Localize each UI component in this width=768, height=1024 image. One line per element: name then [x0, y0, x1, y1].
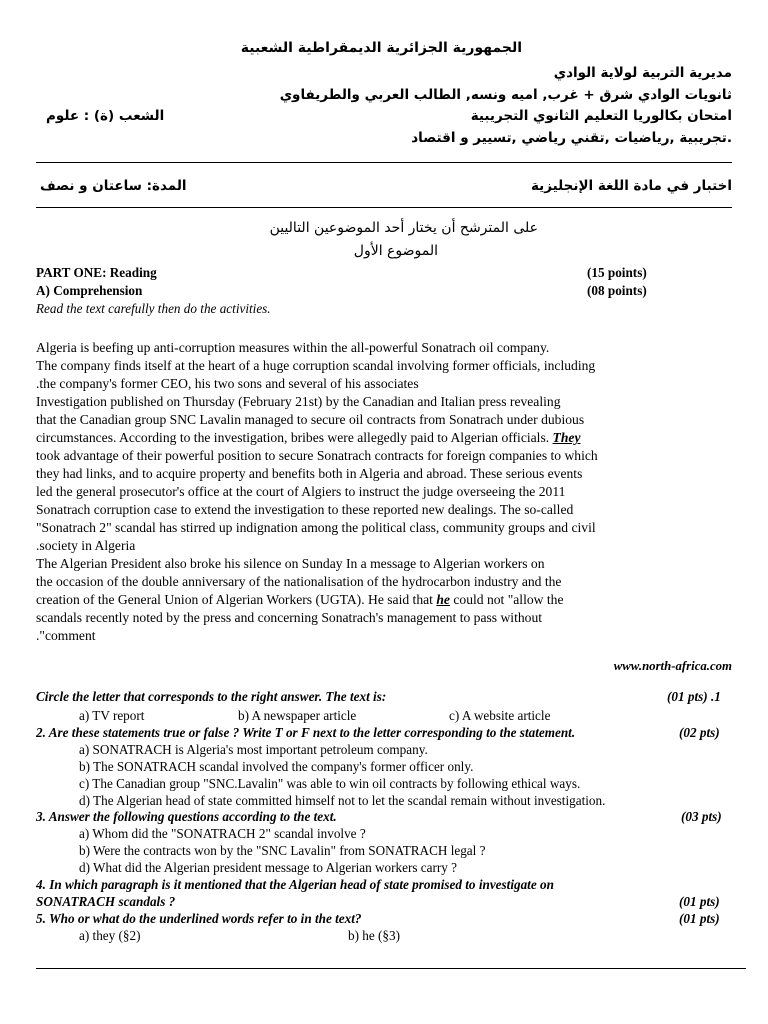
- q4-line2: SONATRACH scandals ?: [36, 894, 176, 909]
- passage-text: circumstances. According to the investigation, bribes were allegedly paid to Algerian officials.: [36, 430, 550, 445]
- q1-points: (01 pts) .1: [667, 689, 721, 704]
- exam-line: امتحان بكالوريا التعليم الثانوي التجريبية: [470, 108, 732, 124]
- q3-text: Answer the following questions according to the text.: [48, 809, 337, 824]
- streams-line: .تجريبية ,رياضيات ,تقني رياضي ,تسيير و اقتصاد: [411, 130, 732, 146]
- passage-line: .the company's former CEO, his two sons and several of his associates: [36, 376, 419, 391]
- q5-option-a: a) they (§2): [79, 928, 141, 943]
- passage-line: scandals recently noted by the press and concerning Sonatrach's management to pass without: [36, 610, 543, 625]
- q2-option-c: c) The Canadian group "SNC.Lavalin" was able to win oil contracts by following ethical ways.: [79, 776, 581, 791]
- q4-points: (01 pts): [679, 894, 720, 909]
- subject-line: اختبار في مادة اللغة الإنجليزية: [530, 178, 732, 194]
- passage-line: ."comment: [36, 628, 96, 643]
- passage-line: led the general prosecutor's office at the court of Algiers to instruct the judge overseeing the 2011: [36, 484, 566, 499]
- q5-points: (01 pts): [679, 911, 720, 926]
- passage-line: [36, 429, 736, 447]
- q2-option-a: a) SONATRACH is Algeria's most important petroleum company.: [79, 742, 428, 757]
- q1-option-a: a) TV report: [79, 708, 145, 723]
- q3-number: 3.: [36, 809, 46, 824]
- passage-line: Algeria is beefing up anti-corruption measures within the all-powerful Sonatrach oil company.: [36, 340, 550, 355]
- comprehension-title: A) Comprehension: [36, 283, 143, 298]
- comprehension-points: (08 points): [587, 283, 647, 298]
- passage-line: they had links, and to acquire property and benefits both in Algeria and abroad. These serious events: [36, 466, 583, 481]
- q2-option-d: d) The Algerian head of state committed himself not to let the scandal remain without investigation.: [79, 793, 606, 808]
- topic-title: الموضوع الأول: [353, 243, 438, 259]
- part-one-points: (15 points): [587, 265, 647, 280]
- passage-line: that the Canadian group SNC Lavalin managed to secure oil contracts from Sonatrach under dubious: [36, 412, 585, 427]
- q3-option-d: d) What did the Algerian president message to Algerian workers carry ?: [79, 860, 458, 875]
- q1-option-c: c) A website article: [449, 708, 551, 723]
- schools-line: ثانويات الوادي شرق + غرب, اميه ونسه, الطالب العربي والطريفاوي: [279, 87, 732, 103]
- q3-option-b: b) Were the contracts won by the "SNC Lavalin" from SONATRACH legal ?: [79, 843, 486, 858]
- q1-text: Circle the letter that corresponds to the right answer. The text is:: [36, 689, 387, 704]
- q1-option-b: b) A newspaper article: [238, 708, 357, 723]
- underlined-word-they: They: [552, 430, 581, 445]
- header-divider-top: [36, 162, 732, 163]
- passage-line: [36, 591, 736, 609]
- passage-line: took advantage of their powerful position to secure Sonatrach contracts for foreign companies to which: [36, 448, 598, 463]
- q2-option-b: b) The SONATRACH scandal involved the company's former officer only.: [79, 759, 474, 774]
- part-one-title: PART ONE: Reading: [36, 265, 157, 280]
- q3-option-a: a) Whom did the "SONATRACH 2" scandal involve ?: [79, 826, 366, 841]
- directorate-line: مديرية التربية لولاية الوادي: [553, 65, 732, 81]
- duration-line: المدة: ساعتان و نصف: [40, 178, 187, 194]
- passage-text: creation of the General Union of Algerian Workers (UGTA). He said that: [36, 592, 433, 607]
- passage-line: The company finds itself at the heart of a huge corruption scandal involving former officials, including: [36, 358, 596, 373]
- q2-text: Are these statements true or false ? Write T or F next to the letter corresponding to the statement.: [48, 725, 576, 740]
- republic-title: الجمهورية الجزائرية الديمقراطية الشعبية: [240, 40, 522, 56]
- q5-text: 5. Who or what do the underlined words refer to in the text?: [36, 911, 362, 926]
- reading-passage: [36, 339, 736, 645]
- passage-line: The Algerian President also broke his silence on Sunday In a message to Algerian workers on: [36, 556, 545, 571]
- q3-points: (03 pts): [681, 809, 722, 824]
- q3-title: [36, 809, 337, 825]
- q2-number: 2.: [36, 725, 46, 740]
- passage-text: could not "allow the: [453, 592, 564, 607]
- q2-points: (02 pts): [679, 725, 720, 740]
- q4-line1: 4. In which paragraph is it mentioned that the Algerian head of state promised to investigate on: [36, 877, 554, 892]
- passage-line: .society in Algeria: [36, 538, 136, 553]
- streams-label: الشعب (ة) : علوم: [46, 108, 165, 124]
- passage-line: Investigation published on Thursday (February 21st) by the Canadian and Italian press revealing: [36, 394, 561, 409]
- passage-line: Sonatrach corruption case to extend the investigation to these reported new dealings. The so-called: [36, 502, 574, 517]
- choose-instruction: على المترشح أن يختار أحد الموضوعين التاليين: [269, 220, 538, 236]
- header-divider-bottom: [36, 207, 732, 208]
- source-link: www.north-africa.com: [613, 659, 732, 673]
- q5-option-b: b) he (§3): [348, 928, 400, 943]
- q2-title: [36, 725, 575, 741]
- passage-line: the occasion of the double anniversary of the nationalisation of the hydrocarbon industry and the: [36, 574, 562, 589]
- underlined-word-he: he: [436, 592, 450, 607]
- passage-line: "Sonatrach 2" scandal has stirred up indignation among the political class, community groups and civil: [36, 520, 596, 535]
- reading-instruction: Read the text carefully then do the activities.: [36, 301, 271, 316]
- footer-divider: [36, 968, 746, 969]
